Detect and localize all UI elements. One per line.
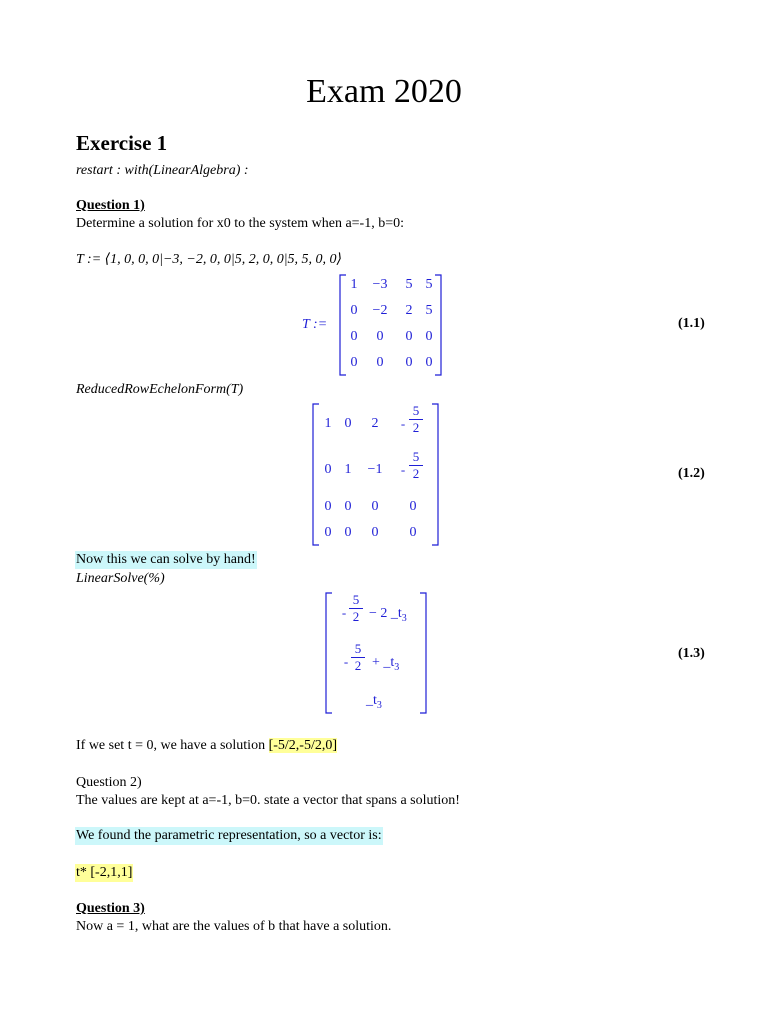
matrix-t-cell: 0 — [350, 329, 358, 344]
frac-sign: - — [343, 654, 349, 669]
fraction-numerator: 5 — [354, 641, 362, 656]
rref-cell: 1 — [344, 462, 352, 477]
question-3-text: Now a = 1, what are the values of b that have a solution. — [76, 919, 392, 934]
rref-command[interactable]: ReducedRowEchelonForm(T) — [76, 382, 244, 397]
fraction-numerator: 5 — [412, 403, 420, 418]
conclusion-text: If we set t = 0, we have a solution — [76, 738, 266, 753]
rref-cell: 0 — [344, 525, 352, 540]
linearsolve-command[interactable]: LinearSolve(%) — [76, 571, 165, 586]
conclusion-line — [76, 737, 337, 755]
rref-cell: 1 — [324, 416, 332, 431]
rref-cell: 0 — [409, 499, 417, 514]
matrix-t-cell: 0 — [376, 329, 384, 344]
rref-right-bracket — [430, 403, 442, 548]
rref-cell: 0 — [409, 525, 417, 540]
question-1-heading: Question 1) — [76, 198, 145, 213]
matrix-t-cell: 0 — [425, 355, 433, 370]
rref-cell: 0 — [344, 416, 352, 431]
matrix-t-cell: 0 — [376, 355, 384, 370]
note-solve-by-hand: Now this we can solve by hand! — [76, 552, 256, 567]
frac-sign: - — [341, 605, 347, 620]
matrix-t-cell: 5 — [425, 303, 433, 318]
fraction — [409, 404, 423, 435]
question-2-heading: Question 2) — [76, 775, 142, 790]
rref-cell: 0 — [324, 525, 332, 540]
frac-sign: - — [400, 462, 406, 477]
matrix-t-cell: 0 — [350, 303, 358, 318]
matrix-t-cell: 0 — [405, 355, 413, 370]
conclusion-value: [-5/2,-5/2,0] — [268, 738, 338, 753]
rref-cell: 0 — [371, 499, 379, 514]
fraction — [409, 450, 423, 481]
equation-label-1-3: (1.3) — [678, 646, 705, 661]
fraction-denominator: 2 — [412, 466, 420, 481]
question-2-text: The values are kept at a=-1, b=0. state a vector that spans a solution! — [76, 793, 460, 808]
fraction-denominator: 2 — [352, 609, 360, 624]
matrix-t-cell: 0 — [425, 329, 433, 344]
solution-row-1-rest: − 2 $\_t_3$ — [369, 606, 407, 624]
solution-left-bracket — [324, 592, 336, 716]
fraction-numerator: 5 — [352, 592, 360, 607]
question-1-text: Determine a solution for x0 to the system when a=-1, b=0: — [76, 216, 405, 231]
matrix-t-cell: 0 — [350, 355, 358, 370]
fraction-denominator: 2 — [354, 658, 362, 673]
page-title: Exam 2020 — [306, 73, 462, 110]
rref-cell: −1 — [367, 462, 383, 477]
question-2-answer: We found the parametric representation, so a vector is: — [76, 828, 382, 843]
equation-label-1-1: (1.1) — [678, 316, 705, 331]
matrix-t-cell: 5 — [405, 277, 413, 292]
fraction — [351, 642, 365, 673]
equation-label-1-2: (1.2) — [678, 466, 705, 481]
rref-cell: 2 — [371, 416, 379, 431]
rref-cell: 0 — [324, 462, 332, 477]
solution-row-2-rest: + $\_t_3$ — [372, 655, 400, 673]
output-t-prefix: T := — [302, 317, 328, 332]
restart-command[interactable]: restart : with(LinearAlgebra) : — [76, 163, 249, 178]
fraction-numerator: 5 — [412, 449, 420, 464]
matrix-t-cell: 0 — [405, 329, 413, 344]
rref-cell: 0 — [324, 499, 332, 514]
fraction — [349, 593, 363, 624]
exercise-heading: Exercise 1 — [76, 131, 168, 155]
matrix-t-cell: −2 — [372, 303, 388, 318]
frac-sign: - — [400, 416, 406, 431]
matrix-t-cell: 1 — [350, 277, 358, 292]
rref-cell: 0 — [371, 525, 379, 540]
solution-row-3: $\_t_3$ — [366, 693, 382, 711]
fraction-denominator: 2 — [412, 420, 420, 435]
matrix-t-cell: 5 — [425, 277, 433, 292]
question-3-heading: Question 3) — [76, 901, 145, 916]
question-2-vector: t* [-2,1,1] — [76, 865, 133, 880]
matrix-t-cell: −3 — [372, 277, 388, 292]
solution-right-bracket — [418, 592, 430, 716]
rref-cell: 0 — [344, 499, 352, 514]
matrix-assign-command[interactable]: T := ⟨1, 0, 0, 0|−3, −2, 0, 0|5, 2, 0, 0|5, 5, 0, 0⟩ — [76, 252, 343, 267]
matrix-t-cell: 2 — [405, 303, 413, 318]
